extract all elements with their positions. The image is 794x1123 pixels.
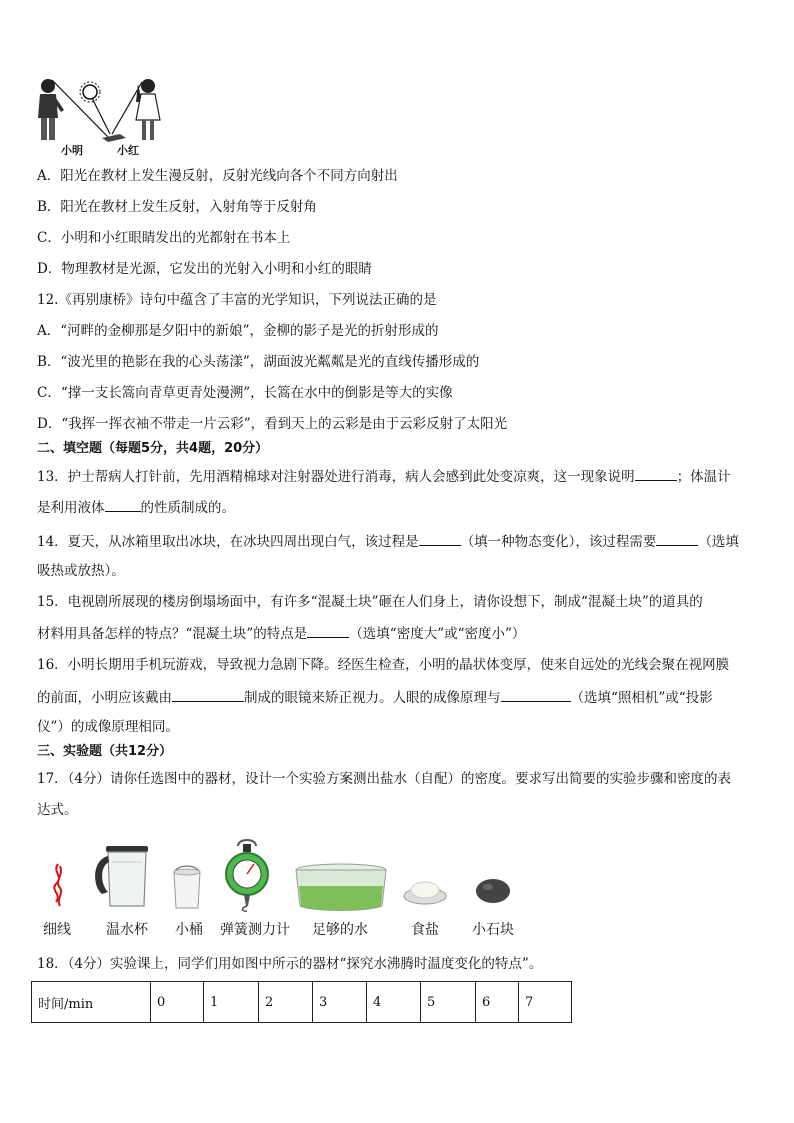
q16-line1: 16．小明长期用手机玩游戏，导致视力急剧下降。经医生检查，小明的晶状体变厚，使来自远处的光线会聚在视网膜 [37,657,730,673]
reflection-figure [30,72,170,162]
q13-line2 [37,499,235,516]
q18-stem: 18．（4分）实验课上，同学们用如图中所示的器材“探究水沸腾时温度变化的特点”。 [37,956,543,972]
q15-line2 [37,625,525,642]
q14-blank-2[interactable] [656,533,698,546]
equipment-label-string: 细线 [43,922,71,938]
equipment-label-salt: 食盐 [411,922,439,938]
table-header-cell: 时间/min [32,982,151,1023]
section-title-fill-blank: 二、填空题（每题5分，共4题，20分） [37,441,269,456]
equipment-label-stone: 小石块 [472,922,514,938]
time-temperature-table [31,981,572,1023]
q14-text-1: 14．夏天，从冰箱里取出冰块，在冰块四周出现白气，该过程是 [37,534,419,550]
equipment-label-bucket: 小桶 [175,922,203,938]
salt-dish-icon [402,876,448,906]
q13-blank-1[interactable] [635,468,677,481]
q13-text-4: 的性质制成的。 [140,500,235,516]
q17-line1: 17．（4分）请你任选图中的器材，设计一个实验方案测出盐水（自配）的密度。要求写出简要的实验步骤和密度的表 [37,771,732,787]
sun-icon [80,82,100,102]
small-bucket-icon [170,862,204,910]
q15-line1: 15．电视剧所展现的楼房倒塌场面中，有许多“混凝土块”砸在人们身上，请你设想下，制成“混凝土块”的道具的 [37,594,703,610]
q13-text-3: 是利用液体 [37,500,105,516]
q14-text-2: （填一种物态变化），该过程需要 [460,534,657,550]
q12-option-c: C．“撑一支长篙向青草更青处漫溯”，长篙在水中的倒影是等大的实像 [37,385,453,401]
table-cell: 1 [204,982,259,1023]
table-cell: 3 [313,982,367,1023]
table-cell: 7 [519,982,572,1023]
table-cell: 4 [367,982,421,1023]
beaker-jug-icon [88,842,154,910]
equipment-label-cup: 温水杯 [106,922,148,938]
table-cell: 0 [151,982,204,1023]
q13-text-1: 13．护士帮病人打针前，先用酒精棉球对注射器处进行消毒，病人会感到此处变凉爽，这一现象说明 [37,469,635,485]
table-row [32,982,572,1023]
q17-line2: 达式。 [37,802,78,818]
q11-option-a: A．阳光在教材上发生漫反射，反射光线向各个不同方向射出 [37,168,398,184]
table-cell: 6 [476,982,519,1023]
table-cell: 2 [259,982,313,1023]
q14-line2: 吸热或放热）。 [37,563,125,579]
q12-option-b: B．“波光里的艳影在我的心头荡漾”，湖面波光粼粼是光的直线传播形成的 [37,354,480,370]
section-title-experiment: 三、实验题（共12分） [37,744,173,759]
q12-option-a: A．“河畔的金柳那是夕阳中的新娘”，金柳的影子是光的折射形成的 [37,323,439,339]
q13-blank-2[interactable] [105,499,141,512]
q13-text-2: ；体温计 [676,469,731,485]
figure-label-xiaoming: 小明 [61,144,83,157]
q16-line3: 仪”）的成像原理相同。 [37,719,179,735]
q11-option-d: D．物理教材是光源，它发出的光射入小明和小红的眼睛 [37,261,372,277]
q16-text-2: 制成的眼镜来矫正视力。人眼的成像原理与 [244,690,501,706]
table-cell: 5 [421,982,476,1023]
q16-blank-2[interactable] [501,689,571,702]
stone-icon [473,876,513,906]
q13-line1 [37,468,731,485]
q11-option-b: B．阳光在教材上发生反射，入射角等于反射角 [37,199,317,215]
q11-option-c: C．小明和小红眼睛发出的光都射在书本上 [37,230,291,246]
q14-text-3: （选填 [698,534,739,550]
q16-text-3: （选填“照相机”或“投影 [570,690,713,706]
q15-text-1: 材料用具备怎样的特点？“混凝土块”的特点是 [37,626,308,642]
q15-text-2: （选填“密度大”或“密度小”） [349,626,526,642]
q14-line1 [37,533,739,550]
equipment-label-spring-scale: 弹簧测力计 [220,922,290,938]
q16-blank-1[interactable] [172,689,244,702]
q16-text-1: 的前面，小明应该戴由 [37,690,172,706]
q12-option-d: D．“我挥一挥衣袖不带走一片云彩”，看到天上的云彩是由于云彩反射了太阳光 [37,416,508,432]
equipment-label-water: 足够的水 [312,922,368,938]
string-icon [46,862,70,908]
q12-stem: 12.《再别康桥》诗句中蕴含了丰富的光学知识，下列说法正确的是 [37,292,437,308]
q14-blank-1[interactable] [419,533,461,546]
water-basin-icon [294,862,388,912]
q16-line2 [37,689,713,706]
q15-blank-1[interactable] [307,625,349,638]
spring-scale-icon [224,836,270,912]
girl-figure [136,79,160,140]
figure-label-xiaohong: 小红 [117,144,139,157]
